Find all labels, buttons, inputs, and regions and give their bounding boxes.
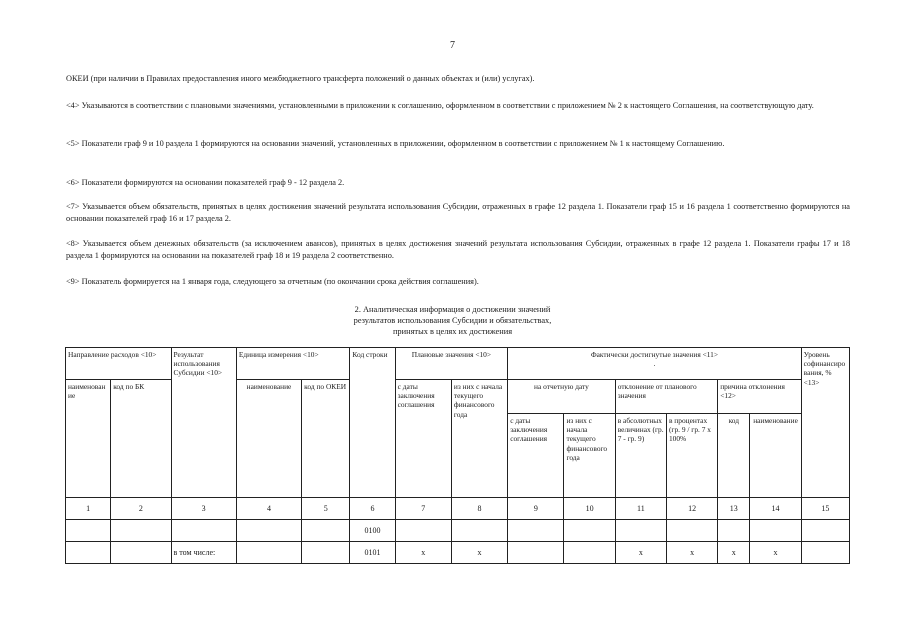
header-actual-dot: . [653,359,656,369]
header-reason-code: код [718,414,750,498]
header-unit-name: наименование [236,380,301,498]
col-num-8: 8 [451,498,507,520]
col-num-2: 2 [111,498,171,520]
header-unit: Единица измерения <10> [236,348,350,380]
header-direction-code: код по БК [111,380,171,498]
col-num-7: 7 [395,498,451,520]
header-deviation: отклонение от планового значения [615,380,718,414]
x-mark: x [615,542,666,564]
section-title-line-2: результатов использования Субсидии и обязательствах, [353,316,552,325]
header-result: Результат использования Субсидии <10> [171,348,236,498]
note-6: <6> Показатели формируются на основании показателей граф 9 - 12 раздела 2. [66,178,345,187]
header-report-date: на отчетную дату [508,380,616,414]
x-mark: x [718,542,750,564]
header-actual-label: Фактически достигнутые значения <11> [590,350,719,359]
section-title-line-1: 2. Аналитическая информация о достижении значений [354,305,551,314]
header-planned-from-date: с даты заключения соглашения [395,380,451,498]
note-8: <8> Указывается объем денежных обязательств (за исключением авансов), принятых в целях достижения значений результата использования Субсидии, отраженных в графе 12 раздела 1. Показатели графы 17 и 18 раздела 1 формируются на основании на показателей граф 18 и 19 раздела 2 соответственно. [66,239,850,260]
page-number: 7 [450,40,455,51]
col-num-1: 1 [66,498,111,520]
note-4: <4> Указываются в соответствии с плановыми значениями, установленными в приложении к соглашению, оформленном в соответствии с приложением № 2 к настоящего Соглашения, на соответствующую дату. [66,101,814,110]
x-mark: x [395,542,451,564]
header-reason-name: наименование [750,414,801,498]
header-cofinancing-level: Уровень софинансирования, % <13> [801,348,849,498]
x-mark: x [750,542,801,564]
analytics-table [65,347,850,564]
col-num-10: 10 [564,498,615,520]
col-num-12: 12 [666,498,717,520]
table-row-0101 [66,542,850,564]
header-direction: Направление расходов <10> [66,348,172,380]
col-num-14: 14 [750,498,801,520]
row-label-including: в том числе: [171,542,236,564]
note-okei: ОКЕИ (при наличии в Правилах предоставления иного межбюджетного трансферта положений о данных объектах и (или) услугах). [66,74,535,83]
note-7: <7> Указывается объем обязательств, принятых в целях достижения значений результата использования Субсидии, отраженных в графе 12 раздела 1. Показатели граф 15 и 16 раздела 1 соответственно формируются на основании показателей граф 16 и 17 раздела 2. [66,202,850,223]
section-title-line-3: принятых в целях их достижения [392,327,513,336]
col-num-6: 6 [350,498,395,520]
header-row-code: Код строки [350,348,395,498]
col-num-9: 9 [508,498,564,520]
header-planned-from-year: из них с начала текущего финансового года [451,380,507,498]
col-num-13: 13 [718,498,750,520]
header-direction-name: наименование [66,380,111,498]
note-9: <9> Показатель формируется на 1 января года, следующего за отчетным (по окончании срока действия соглашения). [66,277,479,286]
header-deviation-absolute: в абсолютных величинах (гр. 7 - гр. 9) [615,414,666,498]
col-num-4: 4 [236,498,301,520]
col-num-15: 15 [801,498,849,520]
header-unit-code: код по ОКЕИ [302,380,350,498]
row-code: 0100 [350,520,395,542]
row-code: 0101 [350,542,395,564]
table-row-0100 [66,520,850,542]
header-actual [508,348,801,380]
header-planned: Плановые значения <10> [395,348,508,380]
col-num-3: 3 [171,498,236,520]
column-numbers-row [66,498,850,520]
section-title [0,304,905,337]
header-deviation-percent: в процентах (гр. 9 / гр. 7 х 100% [666,414,717,498]
header-reason: причина отклонения <12> [718,380,801,414]
col-num-11: 11 [615,498,666,520]
header-report-from-year: из них с начала текущего финансового года [564,414,615,498]
header-report-from-date: с даты заключения соглашения [508,414,564,498]
x-mark: x [451,542,507,564]
col-num-5: 5 [302,498,350,520]
x-mark: x [666,542,717,564]
note-5: <5> Показатели граф 9 и 10 раздела 1 формируются на основании значений, установленных в приложении, оформленном в соответствии с приложением № 1 к настоящему Соглашению. [66,139,725,148]
